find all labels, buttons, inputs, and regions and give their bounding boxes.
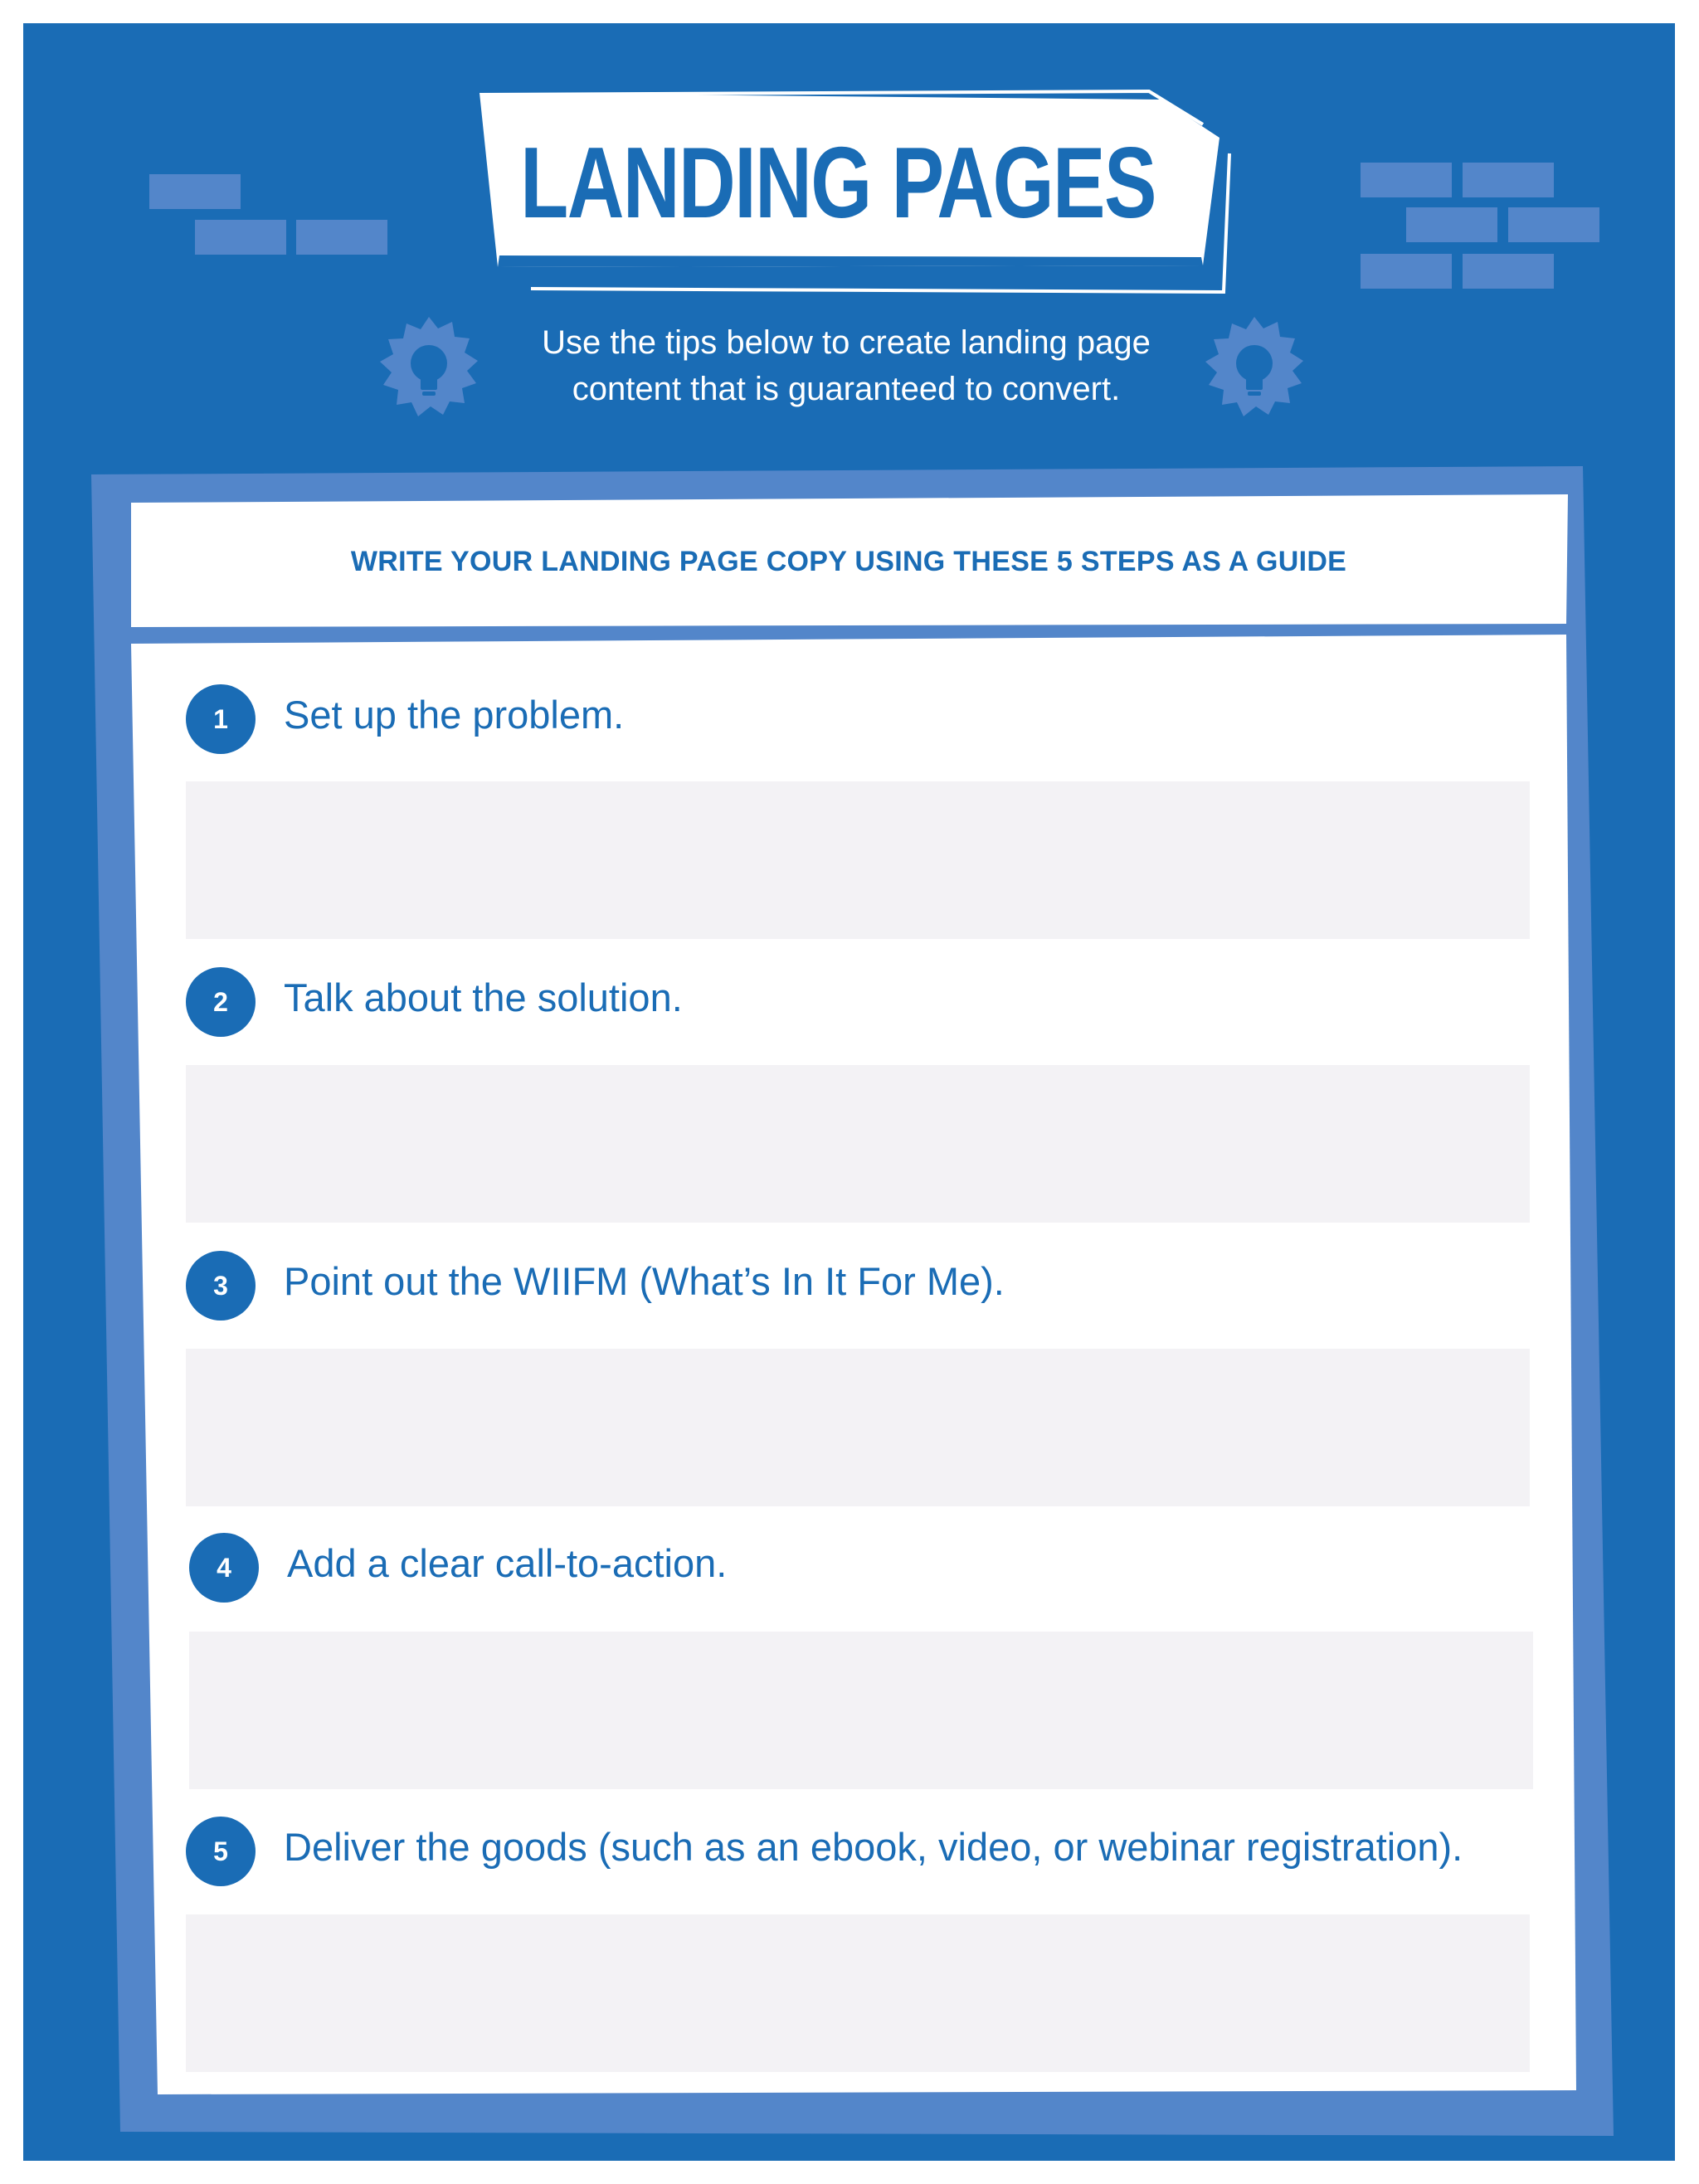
step-answer-field[interactable]	[186, 1349, 1530, 1506]
step-label: Point out the WIIFM (What’s In It For Me).	[284, 1259, 1005, 1303]
guide-header	[131, 498, 1566, 626]
step-answer-field[interactable]	[189, 1632, 1533, 1789]
step-number-badge: 5	[186, 1817, 256, 1886]
page-title: LANDING PAGES	[520, 126, 1156, 239]
step-label: Talk about the solution.	[284, 975, 683, 1019]
subtitle-line: Use the tips below to create landing page	[542, 324, 1151, 361]
step-answer-field[interactable]	[186, 781, 1530, 939]
step-label: Add a clear call-to-action.	[287, 1541, 728, 1585]
step-number-badge: 1	[186, 684, 256, 754]
step-number-badge: 2	[186, 967, 256, 1037]
step-answer-field[interactable]	[186, 1065, 1530, 1223]
step-answer-field[interactable]	[186, 1914, 1530, 2072]
step-label: Set up the problem.	[284, 693, 625, 737]
step-number-badge: 3	[186, 1251, 256, 1321]
subtitle-line: content that is guaranteed to convert.	[572, 371, 1121, 407]
step-number-badge: 4	[189, 1533, 259, 1603]
guide-header-text: WRITE YOUR LANDING PAGE COPY USING THESE 5 STEPS AS A GUIDE	[350, 546, 1347, 577]
step-label: Deliver the goods (such as an ebook, video, or webinar registration).	[284, 1825, 1463, 1869]
